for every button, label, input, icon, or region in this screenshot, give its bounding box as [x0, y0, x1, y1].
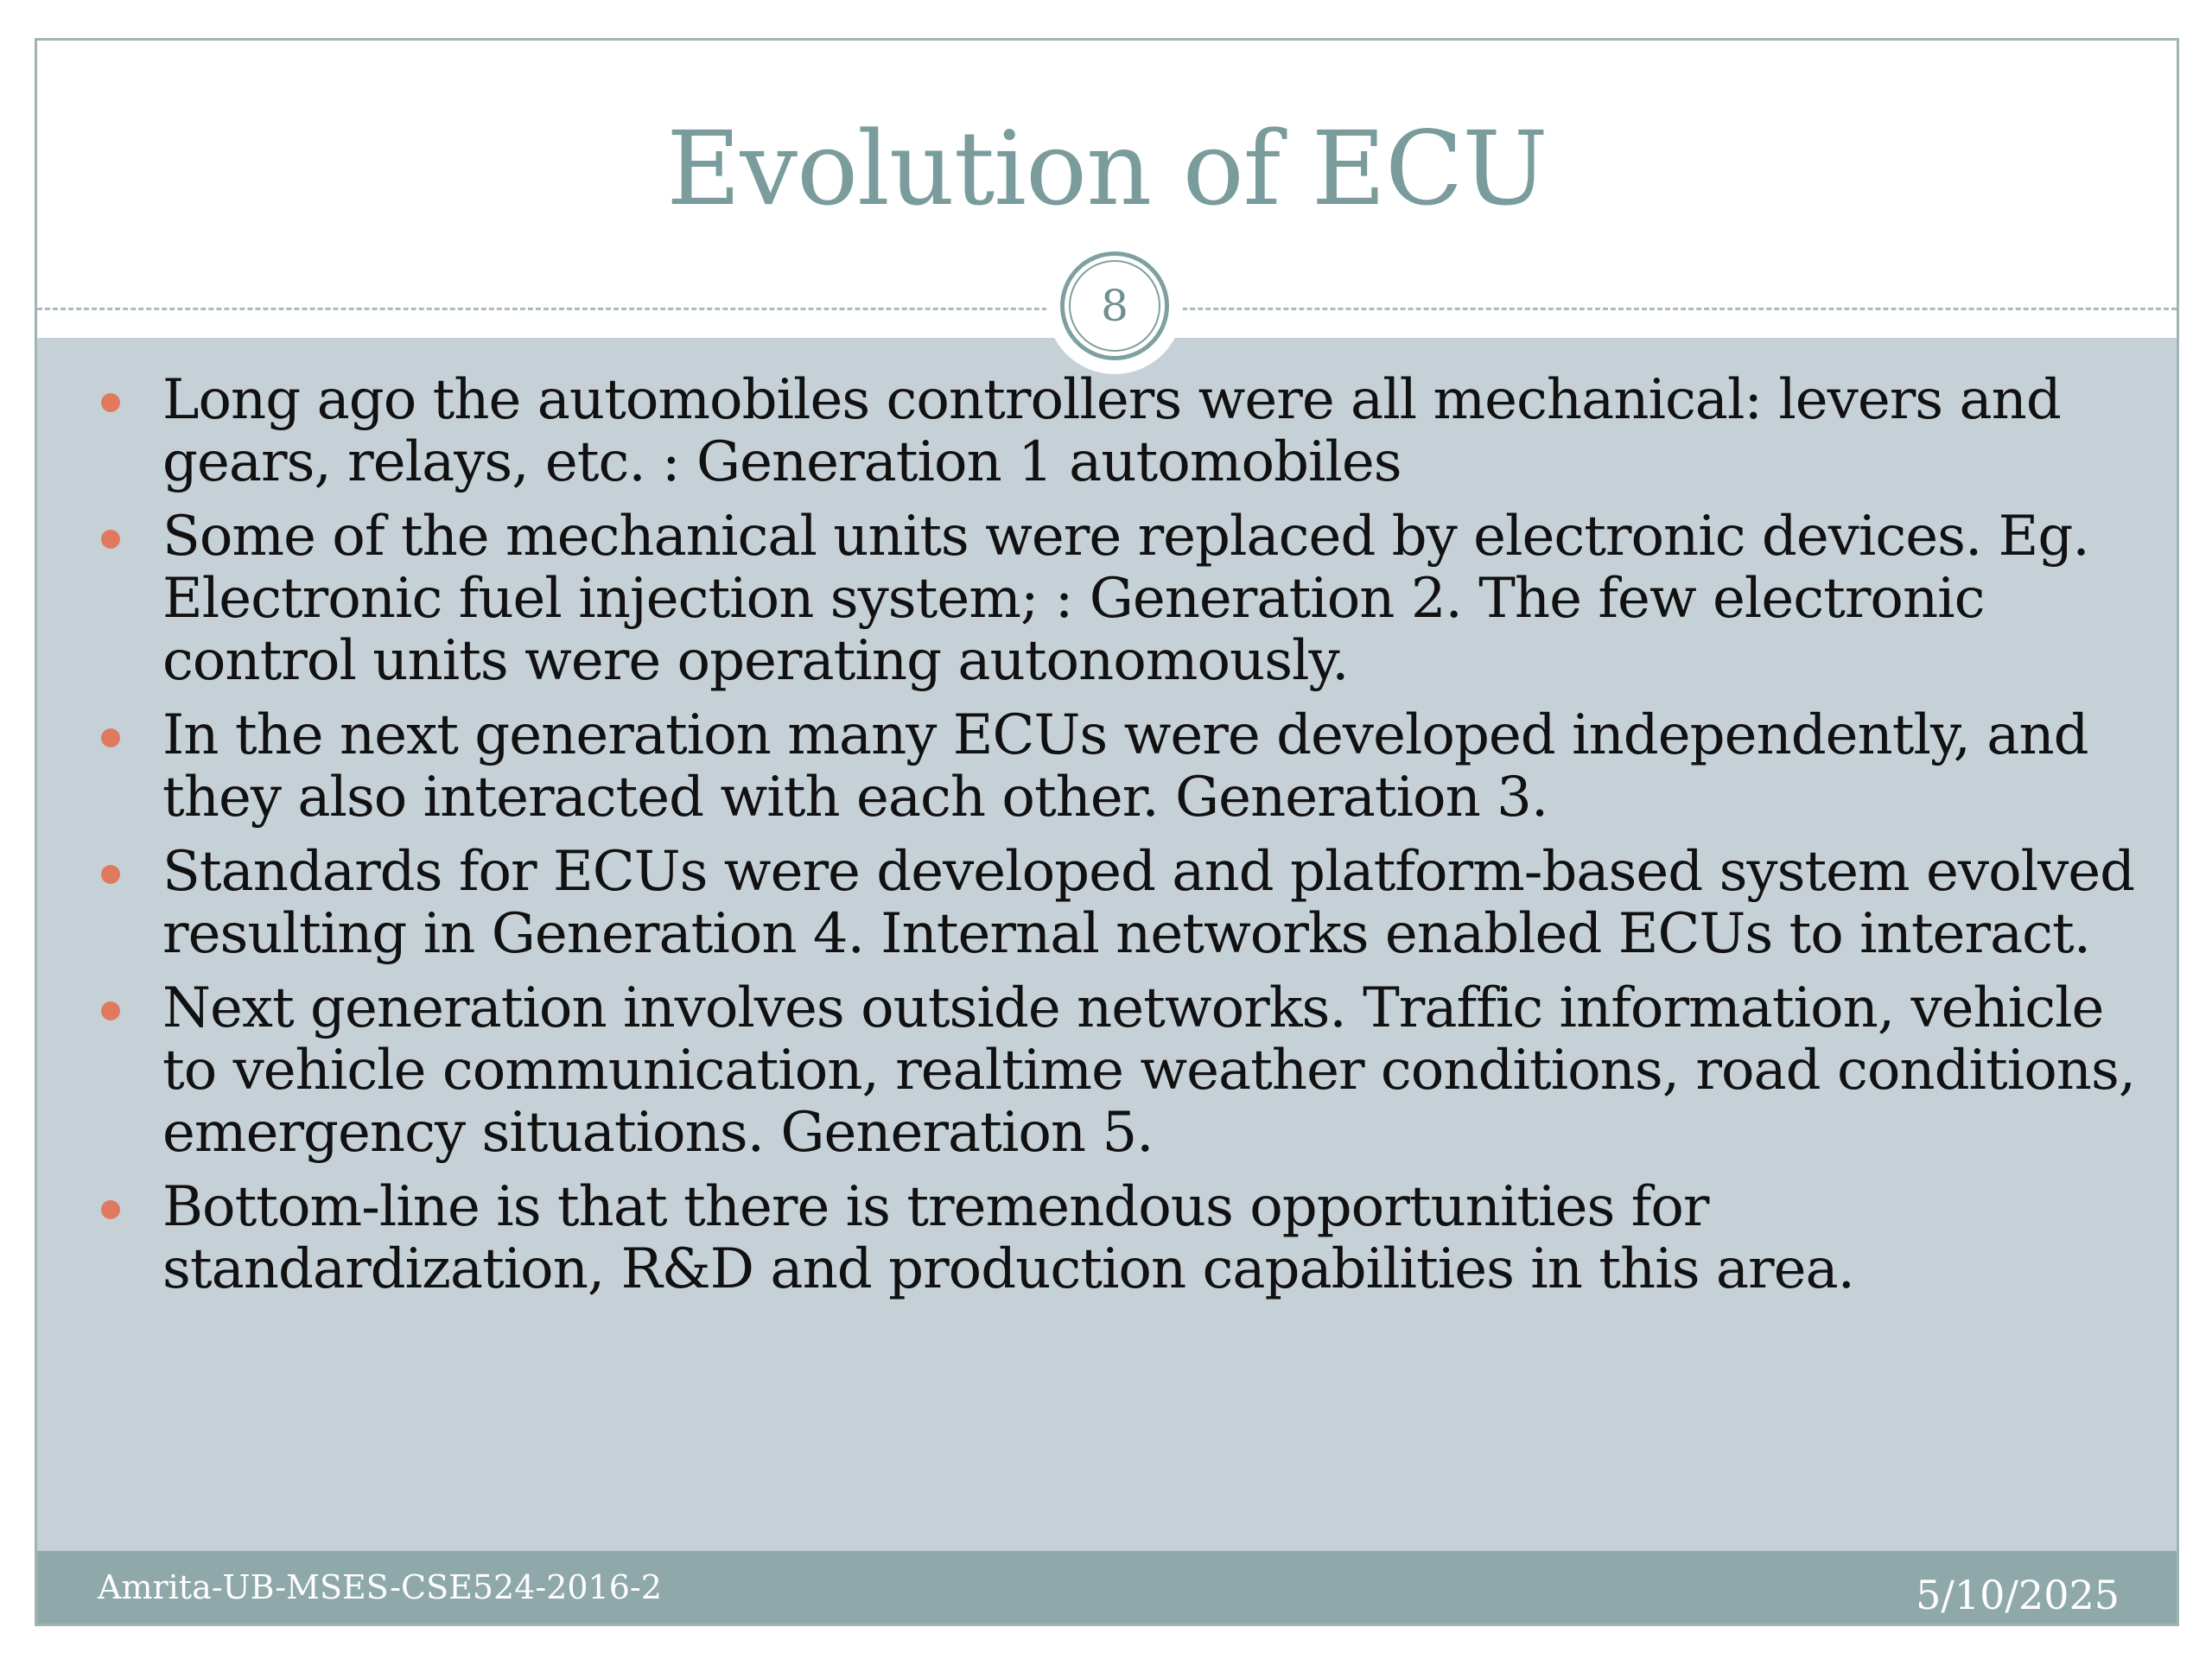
bullet-dot-icon	[101, 728, 120, 747]
bullet-item	[37, 977, 2177, 1164]
bullet-text: Next generation involves outside networks. Traffic information, vehicle to vehicle communication, realtime weather conditions, road conditions, emergency situations. Generation 5.	[162, 976, 2136, 1165]
bullet-text: Long ago the automobiles controllers were all mechanical: levers and gears, relays, etc. : Generation 1 automobiles	[162, 368, 2061, 494]
bullet-item	[37, 505, 2177, 692]
bullet-text: Standards for ECUs were developed and platform-based system evolved resulting in Generation 4. Internal networks enabled ECUs to interact.	[162, 840, 2135, 966]
slide-number: 8	[1069, 260, 1160, 352]
footer-date: 5/10/2025	[1916, 1572, 2120, 1618]
bullet-list	[37, 369, 2177, 1313]
bullet-dot-icon	[101, 865, 120, 884]
slide	[35, 38, 2179, 1626]
bullet-item	[37, 841, 2177, 965]
bullet-dot-icon	[101, 530, 120, 549]
slide-title: Evolution of ECU	[666, 109, 1548, 228]
bullet-item	[37, 704, 2177, 829]
footer-bar	[37, 1551, 2177, 1626]
bullet-dot-icon	[101, 393, 120, 412]
bullet-dot-icon	[101, 1200, 120, 1219]
footer-course-code: Amrita-UB-MSES-CSE524-2016-2	[98, 1568, 662, 1606]
bullet-dot-icon	[101, 1001, 120, 1020]
bullet-item	[37, 369, 2177, 493]
bullet-text: In the next generation many ECUs were developed independently, and they also interacted with each other. Generation 3.	[162, 703, 2088, 830]
bullet-item	[37, 1176, 2177, 1300]
bullet-text: Some of the mechanical units were replaced by electronic devices. Eg. Electronic fuel injection system; : Generation 2. The few electronic control units were operating autonomously.	[162, 505, 2089, 693]
bullet-text: Bottom-line is that there is tremendous opportunities for standardization, R&D and production capabilities in this area.	[162, 1175, 1854, 1301]
